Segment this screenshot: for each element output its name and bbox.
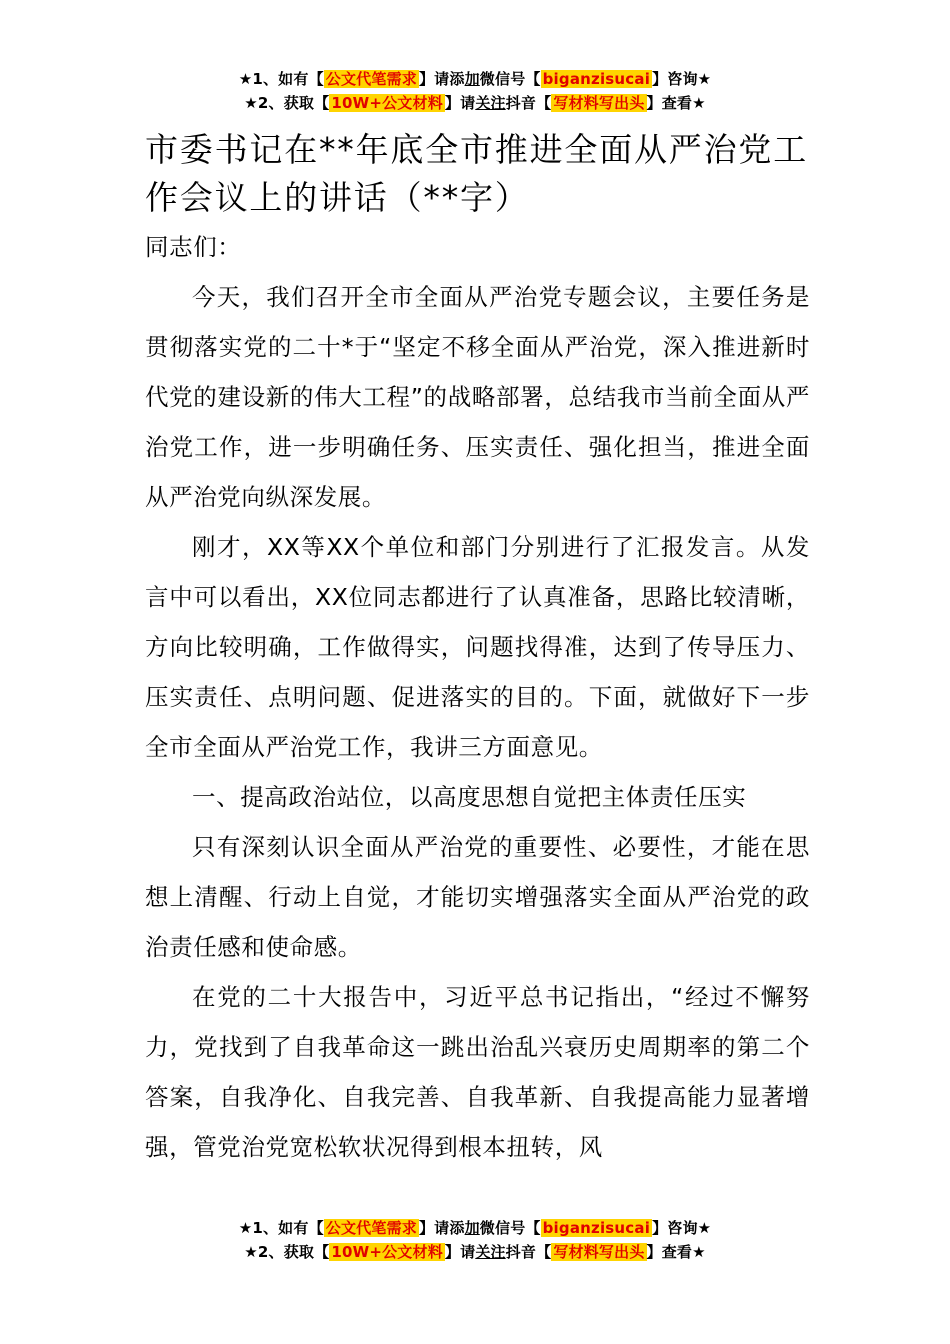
banner-highlight: 写材料写出头 <box>553 94 645 112</box>
banner-highlight: 公文代笔需求 <box>325 70 417 88</box>
banner-highlight: 公文代笔需求 <box>325 1219 417 1237</box>
paragraph: 刚才，XX等XX个单位和部门分别进行了汇报发言。从发言中可以看出，XX位同志都进行了认真准备，思路比较清晰，方向比较明确，工作做得实，问题找得准，达到了传导压力、压实责任、点明问题、促进落实的目的。下面，就做好下一步全市全面从严治党工作，我讲三方面意见。 <box>145 533 810 761</box>
document-title: 市委书记在**年底全市推进全面从严治党工作会议上的讲话（**字） <box>145 130 808 217</box>
salutation: 同志们： <box>145 233 242 261</box>
section-heading: 一、提高政治站位，以高度思想自觉把主体责任压实 <box>192 783 747 811</box>
banner-line-2: ★2、获取【 10W+公文材料 】请关注抖音【 写材料写出头 】查看★ <box>244 1243 706 1261</box>
banner-highlight: 10W+公文材料 <box>331 94 443 112</box>
banner-line-1: ★1、如有【 公文代笔需求 】请添加微信号【 biganzisucai 】咨询★ <box>238 70 712 88</box>
banner-highlight: 写材料写出头 <box>553 1243 645 1261</box>
top-banner <box>0 67 950 115</box>
paragraph: 今天，我们召开全市全面从严治党专题会议，主要任务是贯彻落实党的二十*于“坚定不移全面从严治党，深入推进新时代党的建设新的伟大工程”的战略部署，总结我市当前全面从严治党工作，进一步明确任务、压实责任、强化担当，推进全面从严治党向纵深发展。 <box>145 283 810 511</box>
banner-highlight: biganzisucai <box>542 70 651 88</box>
paragraph: 只有深刻认识全面从严治党的重要性、必要性，才能在思想上清醒、行动上自觉，才能切实增强落实全面从严治党的政治责任感和使命感。 <box>145 833 810 961</box>
document-body <box>145 126 810 1172</box>
banner-line-1: ★1、如有【 公文代笔需求 】请添加微信号【 biganzisucai 】咨询★ <box>238 1219 712 1237</box>
banner-line-2: ★2、获取【 10W+公文材料 】请关注抖音【 写材料写出头 】查看★ <box>244 94 706 112</box>
bottom-banner <box>0 1216 950 1264</box>
paragraph: 在党的二十大报告中，习近平总书记指出，“经过不懈努力，党找到了自我革命这一跳出治乱兴衰历史周期率的第二个答案，自我净化、自我完善、自我革新、自我提高能力显著增强，管党治党宽松软状况得到根本扭转，风 <box>145 983 810 1161</box>
banner-highlight: 10W+公文材料 <box>331 1243 443 1261</box>
banner-highlight: biganzisucai <box>542 1219 651 1237</box>
